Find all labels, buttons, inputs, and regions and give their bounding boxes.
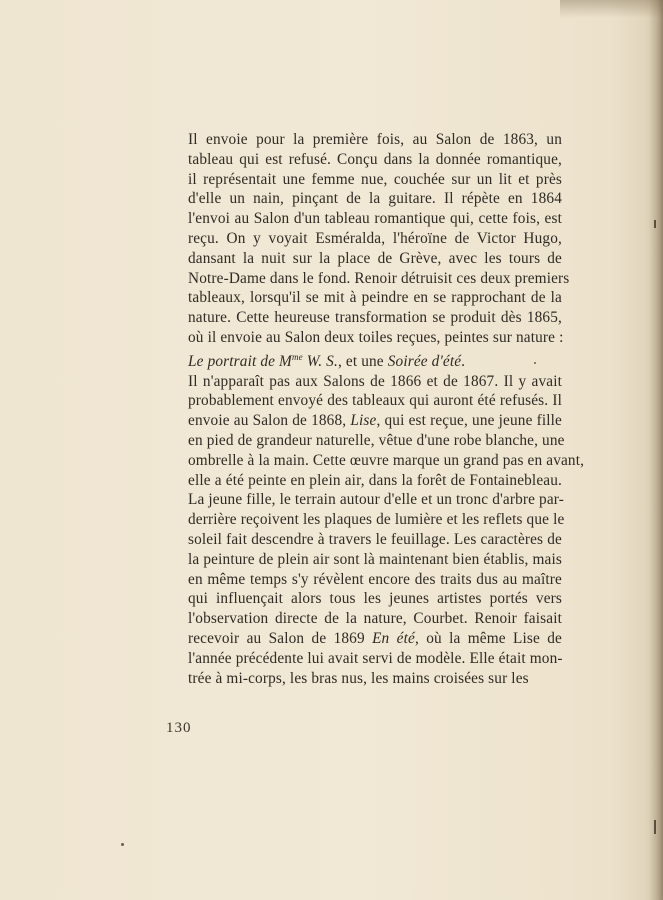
- page-edge-shadow: [649, 0, 663, 900]
- text-line: [166, 649, 562, 669]
- text-segment: l'année précédente lui avait servi de modèle. Elle était mon-: [188, 649, 563, 667]
- text-segment: l'observation directe de la nature, Courbet. Renoir faisait: [188, 610, 562, 628]
- paper-speck: [121, 843, 124, 846]
- text-line: [166, 669, 562, 689]
- text-line: [166, 411, 562, 431]
- text-line: [166, 589, 562, 609]
- text-segment: en pied de grandeur naturelle, vêtue d'une robe blanche, une: [188, 432, 565, 450]
- italic-title: En été: [372, 630, 415, 648]
- text-line: [166, 150, 562, 170]
- text-line: [166, 130, 562, 150]
- italic-title: Soirée d'été: [387, 352, 462, 370]
- text-line: [166, 431, 565, 451]
- text-segment: soleil fait descendre à travers le feuillage. Les caractères de: [188, 531, 562, 549]
- text-line: [166, 570, 562, 590]
- text-segment: nature. Cette heureuse transformation se produit dès 1865,: [188, 309, 562, 327]
- paragraph-1: [166, 130, 570, 372]
- text-segment: elle a été peinte en plein air, dans la forêt de Fontainebleau.: [188, 471, 562, 489]
- text-segment: où il envoie au Salon deux toiles reçues, peintes sur nature :: [188, 328, 564, 346]
- binding-mark: [654, 820, 656, 834]
- text-line: [166, 308, 562, 328]
- text-segment: qui influençait alors tous les jeunes artistes portés vers: [188, 590, 562, 608]
- italic-title: Le portrait de M: [188, 352, 292, 370]
- page-top-shadow: [560, 0, 663, 18]
- text-segment: en même temps s'y révèlent encore des traits dus au maître: [188, 570, 562, 588]
- text-segment: , et une: [337, 352, 388, 370]
- text-line: [166, 229, 562, 249]
- text-segment: trée à mi-corps, les bras nus, les mains croisées sur les: [188, 669, 529, 687]
- text-line: [166, 609, 562, 629]
- text-line: [166, 189, 562, 209]
- text-line: [166, 269, 570, 289]
- text-segment: envoie au Salon de 1868,: [188, 412, 351, 430]
- text-segment: la peinture de plein air sont là maintenant bien établis, mais: [188, 550, 562, 568]
- text-segment: il représentait une femme nue, couchée sur un lit et près: [188, 170, 562, 188]
- text-segment: La jeune fille, le terrain autour d'elle et un tronc d'arbre par-: [188, 491, 564, 509]
- body-text: [166, 130, 585, 688]
- text-segment: probablement envoyé des tableaux qui auront été refusés. Il: [188, 392, 562, 410]
- text-segment: .: [461, 352, 466, 370]
- text-line: [166, 249, 562, 269]
- text-segment: tableau qui est refusé. Conçu dans la donnée romantique,: [188, 150, 562, 168]
- text-segment: tableaux, lorsqu'il se mit à peindre en se rapprochant de la: [188, 289, 562, 307]
- paragraph-2: [166, 372, 585, 689]
- text-line: [166, 288, 562, 308]
- text-line: [166, 550, 562, 570]
- text-line: [166, 391, 562, 411]
- text-segment: Il envoie pour la première fois, au Salon de 1863, un: [188, 131, 562, 148]
- text-segment: d'elle un nain, pinçant de la guitare. Il répète en 1864: [188, 190, 562, 208]
- text-segment: derrière reçoivent les plaques de lumière et les reflets que le: [188, 511, 565, 529]
- text-line: [166, 629, 562, 649]
- italic-title: me: [291, 351, 303, 362]
- text-line: [166, 510, 565, 530]
- text-segment: Notre-Dame dans le fond. Renoir détruisit ces deux premiers: [188, 269, 570, 287]
- text-segment: recevoir au Salon de 1869: [188, 630, 373, 648]
- text-segment: Il n'apparaît pas aux Salons de 1866 et de 1867. Il y avait: [188, 372, 562, 390]
- text-segment: l'envoi au Salon d'un tableau romantique qui, cette fois, est: [188, 210, 562, 228]
- text-segment: reçu. On y voyait Esméralda, l'héroïne de Victor Hugo,: [188, 229, 562, 247]
- text-line: [166, 209, 562, 229]
- text-segment: , qui est reçue, une jeune fille: [376, 412, 562, 430]
- text-segment: ombrelle à la main. Cette œuvre marque un grand pas en avant,: [188, 451, 585, 469]
- text-line: [166, 471, 562, 491]
- text-segment: dansant la nuit sur la place de Grève, avec les tours de: [188, 249, 562, 267]
- text-line: [166, 372, 562, 392]
- italic-title: W. S.: [302, 352, 338, 370]
- page-number: 130: [166, 720, 192, 736]
- text-line: [166, 328, 562, 348]
- text-line: [166, 170, 562, 190]
- text-line: [166, 530, 562, 550]
- binding-mark: [654, 220, 656, 228]
- text-segment: , où la même Lise de: [414, 630, 562, 648]
- italic-title: Lise: [350, 412, 377, 430]
- text-line: [166, 451, 585, 471]
- text-line: [166, 490, 562, 510]
- paper-speck: [534, 362, 536, 364]
- text-line: [166, 348, 562, 372]
